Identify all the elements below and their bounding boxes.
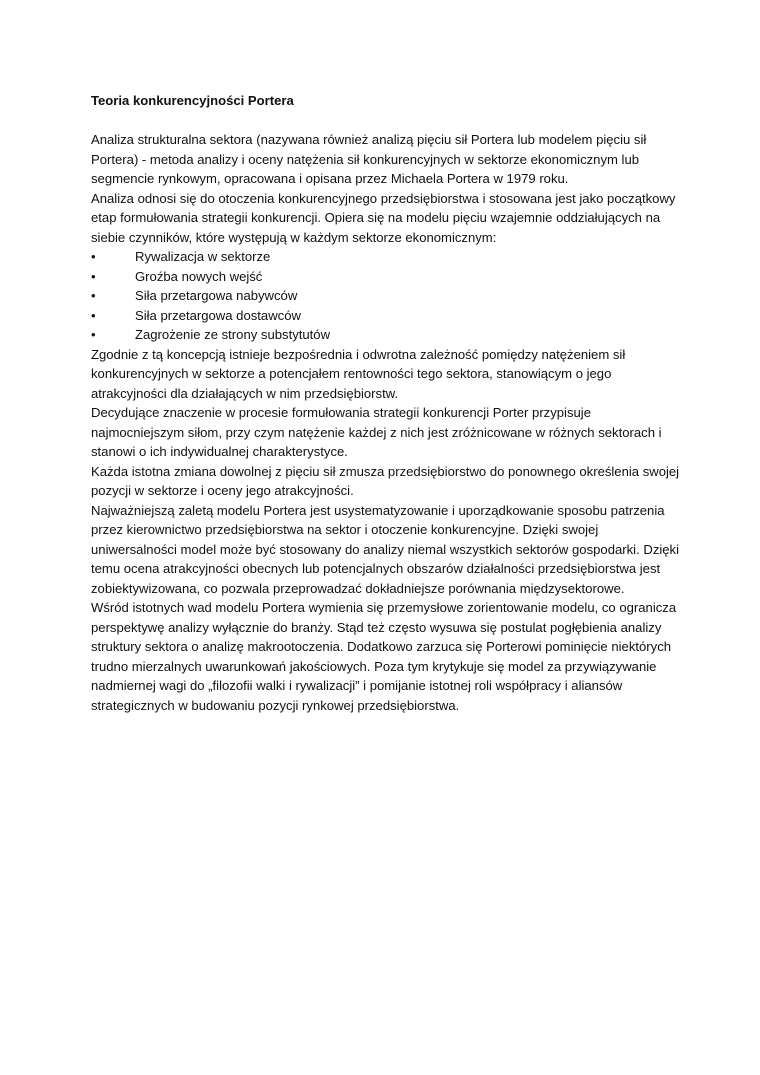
- list-item: [91, 247, 681, 267]
- bullet-icon: •: [91, 268, 96, 284]
- list-item-text: Groźba nowych wejść: [135, 268, 263, 284]
- document-title: Teoria konkurencyjności Portera: [91, 93, 294, 108]
- bullet-icon: •: [91, 288, 96, 303]
- list-item-text: Rywalizacja w sektorze: [135, 249, 271, 264]
- paragraph-definition: Analiza strukturalna sektora (nazywana również analizą pięciu sił Portera lub modelem pięciu sił Portera) - metoda analizy i oceny natężenia sił konkurencyjnych w sektorze ekonomicznym lub segmencie rynkowym, opracowana i opisana przez Michaela Portera w 1979 roku.: [91, 132, 647, 186]
- paragraph-advantages: Najważniejszą zaletą modelu Portera jest usystematyzowanie i uporządkowanie sposobu patrzenia przez kierownictwo przedsiębiorstwa na sektor i otoczenie konkurencyjne. Dzięki swojej uniwersalności model może być stosowany do analizy niemal wszystkich sektorów gospodarki. Dzięki temu ocena atrakcyjności obecnych lub potencjalnych obszarów działalności przedsiębiorstwa jest zobiektywizowana, co pozwala przeprowadzać dokładniejsze porównania międzysektorowe.: [91, 502, 680, 596]
- document-body: [91, 91, 681, 715]
- five-forces-list: [91, 247, 681, 345]
- list-item-text: Siła przetargowa dostawców: [135, 307, 301, 323]
- blank-line: [91, 111, 681, 131]
- paragraph-change: Każda istotna zmiana dowolnej z pięciu sił zmusza przedsiębiorstwo do ponownego określenia swojej pozycji w sektorze i oceny jego atrakcyjności.: [91, 463, 680, 498]
- bullet-icon: •: [91, 327, 96, 342]
- list-item: [91, 325, 681, 345]
- list-item: [91, 267, 681, 287]
- bullet-icon: •: [91, 249, 96, 264]
- paragraph-relationship: Zgodnie z tą koncepcją istnieje bezpośrednia i odwrotna zależność pomiędzy natężeniem sił konkurencyjnych w sektorze a potencjałem rentowności tego sektora, stanowiącym o jego atrakcyjności dla działających w nim przedsiębiorstw.: [91, 346, 626, 401]
- paragraph-strongest-forces: Decydujące znaczenie w procesie formułowania strategii konkurencji Porter przypisuje najmocniejszym siłom, przy czym natężenie każdej z nich jest zróżnicowane w różnych sektorach i stanowi o ich indywidualnej charakterystyce.: [91, 405, 662, 459]
- list-item: [91, 286, 681, 306]
- paragraph-scope: Analiza odnosi się do otoczenia konkurencyjnego przedsiębiorstwa i stosowana jest jako początkowy etap formułowania strategii konkurencji. Opiera się na modelu pięciu wzajemnie oddziałujących na siebie czynników, które występują w każdym sektorze ekonomicznym:: [91, 190, 676, 245]
- list-item-text: Siła przetargowa nabywców: [135, 288, 298, 303]
- bullet-icon: •: [91, 307, 96, 323]
- paragraph-disadvantages: Wśród istotnych wad modelu Portera wymienia się przemysłowe zorientowanie modelu, co ogranicza perspektywę analizy wyłącznie do branży. Stąd też często wysuwa się postulat pogłębienia analizy struktury sektora o analizę makrootoczenia. Dodatkowo zarzuca się Porterowi pominięcie niektórych trudno mierzalnych uwarunkowań jakościowych. Poza tym krytykuje się model za przywiązywanie nadmiernej wagi do „filozofii walki i rywalizacji” i pomijanie istotnej roli współpracy i aliansów strategicznych w budowaniu pozycji rynkowej przedsiębiorstwa.: [91, 600, 677, 713]
- list-item: [91, 306, 681, 326]
- list-item-text: Zagrożenie ze strony substytutów: [135, 327, 331, 342]
